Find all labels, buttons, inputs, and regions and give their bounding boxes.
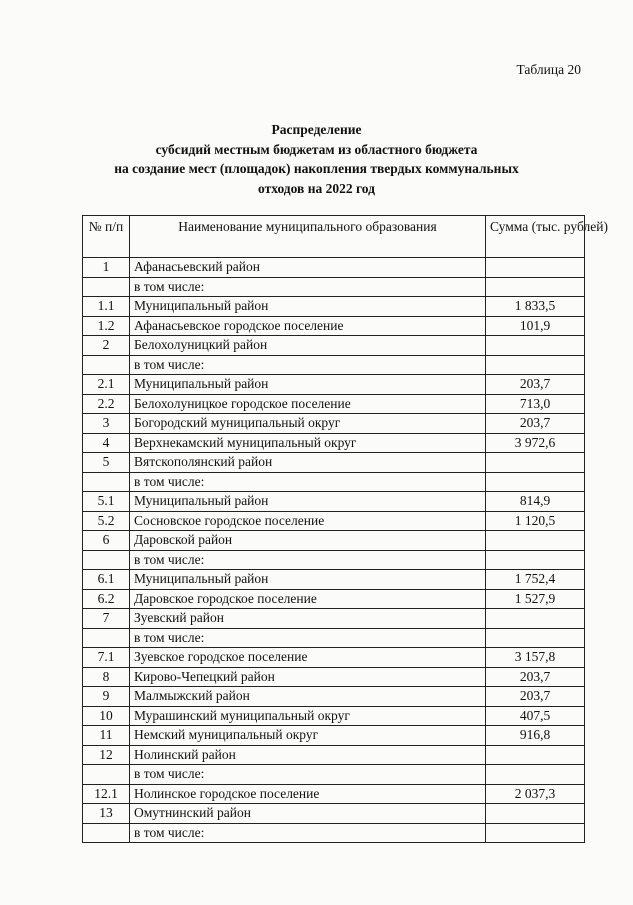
row-sum: 1 120,5 [486,511,585,531]
document-heading [0,120,633,198]
table-row [83,609,585,629]
table-row [83,784,585,804]
row-number: 5.2 [83,511,130,531]
row-sum [486,453,585,473]
row-name: Афанасьевский район [130,258,486,278]
row-sum: 1 833,5 [486,297,585,317]
row-sum [486,336,585,356]
row-number: 1 [83,258,130,278]
table-row [83,375,585,395]
table-row [83,355,585,375]
row-number: 12 [83,745,130,765]
table-row [83,726,585,746]
row-number: 6.2 [83,589,130,609]
row-name: Даровской район [130,531,486,551]
row-name: в том числе: [130,765,486,785]
table-row [83,277,585,297]
row-number [83,765,130,785]
row-number: 10 [83,706,130,726]
row-sum: 203,7 [486,375,585,395]
row-name: в том числе: [130,628,486,648]
row-number: 4 [83,433,130,453]
row-sum: 1 527,9 [486,589,585,609]
row-number: 5 [83,453,130,473]
row-sum [486,628,585,648]
row-sum [486,472,585,492]
row-name: Богородский муниципальный округ [130,414,486,434]
heading-line-4: отходов на 2022 год [258,180,375,196]
table-row [83,394,585,414]
row-name: Малмыжский район [130,687,486,707]
row-number: 5.1 [83,492,130,512]
row-name: Зуевское городское поселение [130,648,486,668]
row-sum [486,355,585,375]
row-sum [486,531,585,551]
table-body [83,258,585,843]
row-sum: 203,7 [486,667,585,687]
row-number: 2.1 [83,375,130,395]
table-row [83,511,585,531]
table-row [83,589,585,609]
table-row [83,472,585,492]
row-sum: 2 037,3 [486,784,585,804]
row-number [83,472,130,492]
row-name: Вятскополянский район [130,453,486,473]
row-number: 12.1 [83,784,130,804]
row-name: в том числе: [130,277,486,297]
row-number [83,355,130,375]
row-name: в том числе: [130,472,486,492]
row-sum: 713,0 [486,394,585,414]
heading-line-3: на создание мест (площадок) накопления твердых коммунальных [114,161,519,176]
heading-line-2: субсидий местным бюджетам из областного бюджета [155,141,478,157]
row-number [83,823,130,843]
table-row [83,667,585,687]
row-number: 7.1 [83,648,130,668]
table-row [83,765,585,785]
table-row [83,531,585,551]
table-row [83,628,585,648]
row-name: в том числе: [130,823,486,843]
table-row [83,687,585,707]
row-sum: 3 157,8 [486,648,585,668]
table-row [83,550,585,570]
row-sum [486,745,585,765]
row-sum: 916,8 [486,726,585,746]
row-number: 9 [83,687,130,707]
subsidy-distribution-table [82,215,608,843]
row-name: Муниципальный район [130,570,486,590]
table-row [83,414,585,434]
row-number: 2 [83,336,130,356]
column-header-sum: Сумма (тыс. рублей) [486,216,585,258]
column-header-number: № п/п [83,216,130,258]
row-number: 13 [83,804,130,824]
row-sum: 1 752,4 [486,570,585,590]
row-sum [486,258,585,278]
row-number: 7 [83,609,130,629]
row-name: Муниципальный район [130,297,486,317]
row-name: Белохолуницкий район [130,336,486,356]
row-sum [486,765,585,785]
table-header-row [83,216,585,258]
row-number: 2.2 [83,394,130,414]
row-name: Сосновское городское поселение [130,511,486,531]
table-row [83,316,585,336]
row-number: 6.1 [83,570,130,590]
row-name: Афанасьевское городское поселение [130,316,486,336]
row-name: Кирово-Чепецкий район [130,667,486,687]
row-name: Муниципальный район [130,375,486,395]
row-sum [486,804,585,824]
table-row [83,492,585,512]
row-sum [486,823,585,843]
table-row [83,453,585,473]
row-sum: 203,7 [486,414,585,434]
row-name: Муниципальный район [130,492,486,512]
row-name: в том числе: [130,355,486,375]
table-row [83,297,585,317]
row-name: Зуевский район [130,609,486,629]
row-sum: 203,7 [486,687,585,707]
row-number [83,628,130,648]
row-sum: 814,9 [486,492,585,512]
table-row [83,706,585,726]
row-name: Даровское городское поселение [130,589,486,609]
row-name: Мурашинский муниципальный округ [130,706,486,726]
table-row [83,570,585,590]
table-row [83,258,585,278]
table-row [83,336,585,356]
row-name: Белохолуницкое городское поселение [130,394,486,414]
heading-line-1: Распределение [271,122,362,137]
row-number [83,277,130,297]
row-number: 1.2 [83,316,130,336]
row-sum [486,550,585,570]
row-name: Омутнинский район [130,804,486,824]
row-sum [486,609,585,629]
row-number: 8 [83,667,130,687]
row-number: 3 [83,414,130,434]
table-row [83,745,585,765]
table-row [83,823,585,843]
table-row [83,804,585,824]
row-name: Немский муниципальный округ [130,726,486,746]
row-name: Верхнекамский муниципальный округ [130,433,486,453]
row-number: 11 [83,726,130,746]
row-sum [486,277,585,297]
row-name: в том числе: [130,550,486,570]
row-number [83,550,130,570]
column-header-name: Наименование муниципального образования [130,216,486,258]
table-row [83,433,585,453]
row-name: Нолинский район [130,745,486,765]
table-number-label: Таблица 20 [516,62,581,77]
row-number: 1.1 [83,297,130,317]
row-name: Нолинское городское поселение [130,784,486,804]
table-row [83,648,585,668]
row-sum: 407,5 [486,706,585,726]
row-sum: 101,9 [486,316,585,336]
row-number: 6 [83,531,130,551]
row-sum: 3 972,6 [486,433,585,453]
